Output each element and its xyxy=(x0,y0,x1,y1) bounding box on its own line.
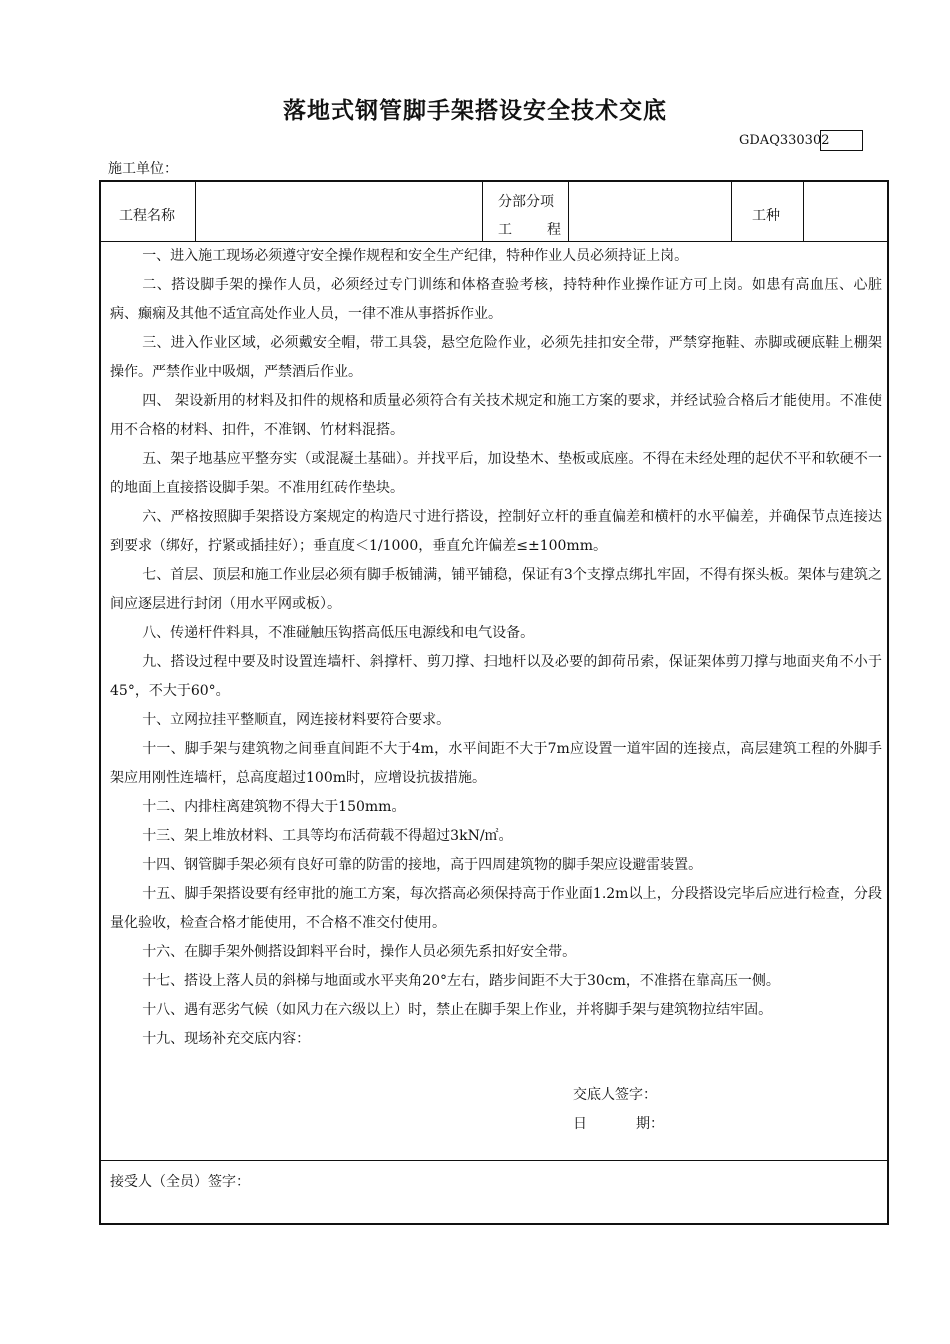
disclosure-item: 八、传递杆件料具，不准碰触压钩搭高低压电源线和电气设备。 xyxy=(142,625,535,641)
document-title: 落地式钢管脚手架搭设安全技术交底 xyxy=(283,98,667,124)
header-divider xyxy=(482,182,483,242)
date-label-a: 日 xyxy=(573,1116,587,1132)
construction-unit-label: 施工单位： xyxy=(108,161,178,177)
project-name-field[interactable] xyxy=(196,183,481,240)
date-label-b: 期： xyxy=(636,1116,664,1132)
disclosure-item: 九、搭设过程中要及时设置连墙杆、斜撑杆、剪刀撑、扫地杆以及必要的卸荷吊索，保证架体剪刀撑与地面夹角不小于45°，不大于60°。 xyxy=(110,654,882,699)
header-divider xyxy=(731,182,732,242)
sub-project-field[interactable] xyxy=(569,183,730,240)
sub-project-label-line2a: 工 xyxy=(498,222,512,238)
disclosure-item: 十九、现场补充交底内容： xyxy=(142,1031,311,1047)
disclosure-item: 十五、脚手架搭设要有经审批的施工方案，每次搭高必须保持高于作业面1.2m以上，分段搭设完毕后应进行检查，分段量化验收，检查合格才能使用，不合格不准交付使用。 xyxy=(110,886,882,931)
disclosure-form-table xyxy=(99,180,889,1225)
receiver-signature-field[interactable] xyxy=(301,1164,881,1219)
disclosure-item: 十二、内排柱离建筑物不得大于150mm。 xyxy=(142,799,406,815)
form-code: GDAQ330302 xyxy=(739,133,830,148)
disclosure-item: 十八、遇有恶劣气候（如风力在六级以上）时，禁止在脚手架上作业，并将脚手架与建筑物拉结牢固。 xyxy=(142,1002,773,1018)
disclosure-item: 十、立网拉挂平整顺直，网连接材料要符合要求。 xyxy=(142,712,451,728)
disclosure-content xyxy=(110,242,882,1054)
disclosure-item: 十四、钢管脚手架必须有良好可靠的防雷的接地，高于四周建筑物的脚手架应设避雷装置。 xyxy=(142,857,703,873)
disclosure-item: 十七、搭设上落人员的斜梯与地面或水平夹角20°左右，踏步间距不大于30cm，不准搭在靠高压一侧。 xyxy=(142,973,780,989)
disclosure-item: 六、严格按照脚手架搭设方案规定的构造尺寸进行搭设，控制好立杆的垂直偏差和横杆的水平偏差，并确保节点连接达到要求（绑好，拧紧或插挂好）；垂直度＜1/1000，垂直允许偏差≤±100mm。 xyxy=(110,509,882,554)
work-type-label: 工种 xyxy=(752,208,780,224)
work-type-field[interactable] xyxy=(804,183,887,240)
disclosure-item: 二、搭设脚手架的操作人员，必须经过专门训练和体格查验考核，持特种作业操作证方可上岗。如患有高血压、心脏病、癫痫及其他不适宜高处作业人员，一律不准从事搭拆作业。 xyxy=(110,277,882,322)
disclosure-item: 五、架子地基应平整夯实（或混凝土基础）。并找平后，加设垫木、垫板或底座。不得在未经处理的起伏不平和软硬不一的地面上直接搭设脚手架。不准用红砖作垫块。 xyxy=(110,451,882,496)
receiver-signature-label: 接受人（全员）签字： xyxy=(110,1174,250,1190)
sub-project-label-line2b: 程 xyxy=(547,222,561,238)
disclosure-item: 七、首层、顶层和施工作业层必须有脚手板铺满，铺平铺稳，保证有3个支撑点绑扎牢固，不得有探头板。架体与建筑之间应逐层进行封闭（用水平网或板）。 xyxy=(110,567,882,612)
disclosure-item: 四、 架设新用的材料及扣件的规格和质量必须符合有关技术规定和施工方案的要求，并经试验合格后才能使用。不准使用不合格的材料、扣件，不准钢、竹材料混搭。 xyxy=(110,393,882,438)
disclosure-item: 十一、脚手架与建筑物之间垂直间距不大于4m，水平间距不大于7m应设置一道牢固的连接点，高层建筑工程的外脚手架应用刚性连墙杆，总高度超过100m时，应增设抗拔措施。 xyxy=(110,741,882,786)
disclosure-item: 三、进入作业区域，必须戴安全帽，带工具袋，悬空危险作业，必须先挂扣安全带，严禁穿拖鞋、赤脚或硬底鞋上棚架操作。严禁作业中吸烟，严禁酒后作业。 xyxy=(110,335,882,380)
disclosure-item: 一、进入施工现场必须遵守安全操作规程和安全生产纪律，特种作业人员必须持证上岗。 xyxy=(142,248,689,264)
project-name-label: 工程名称 xyxy=(119,208,175,224)
discloser-signature-label: 交底人签字： xyxy=(573,1087,657,1103)
sub-project-label: 分部分项 xyxy=(498,194,554,210)
disclosure-item: 十六、在脚手架外侧搭设卸料平台时，操作人员必须先系扣好安全带。 xyxy=(142,944,577,960)
disclosure-item: 十三、架上堆放材料、工具等均布活荷载不得超过3kN/㎡。 xyxy=(142,828,513,844)
receiver-row-divider xyxy=(101,1160,887,1161)
form-code-suffix-box[interactable] xyxy=(820,130,863,151)
